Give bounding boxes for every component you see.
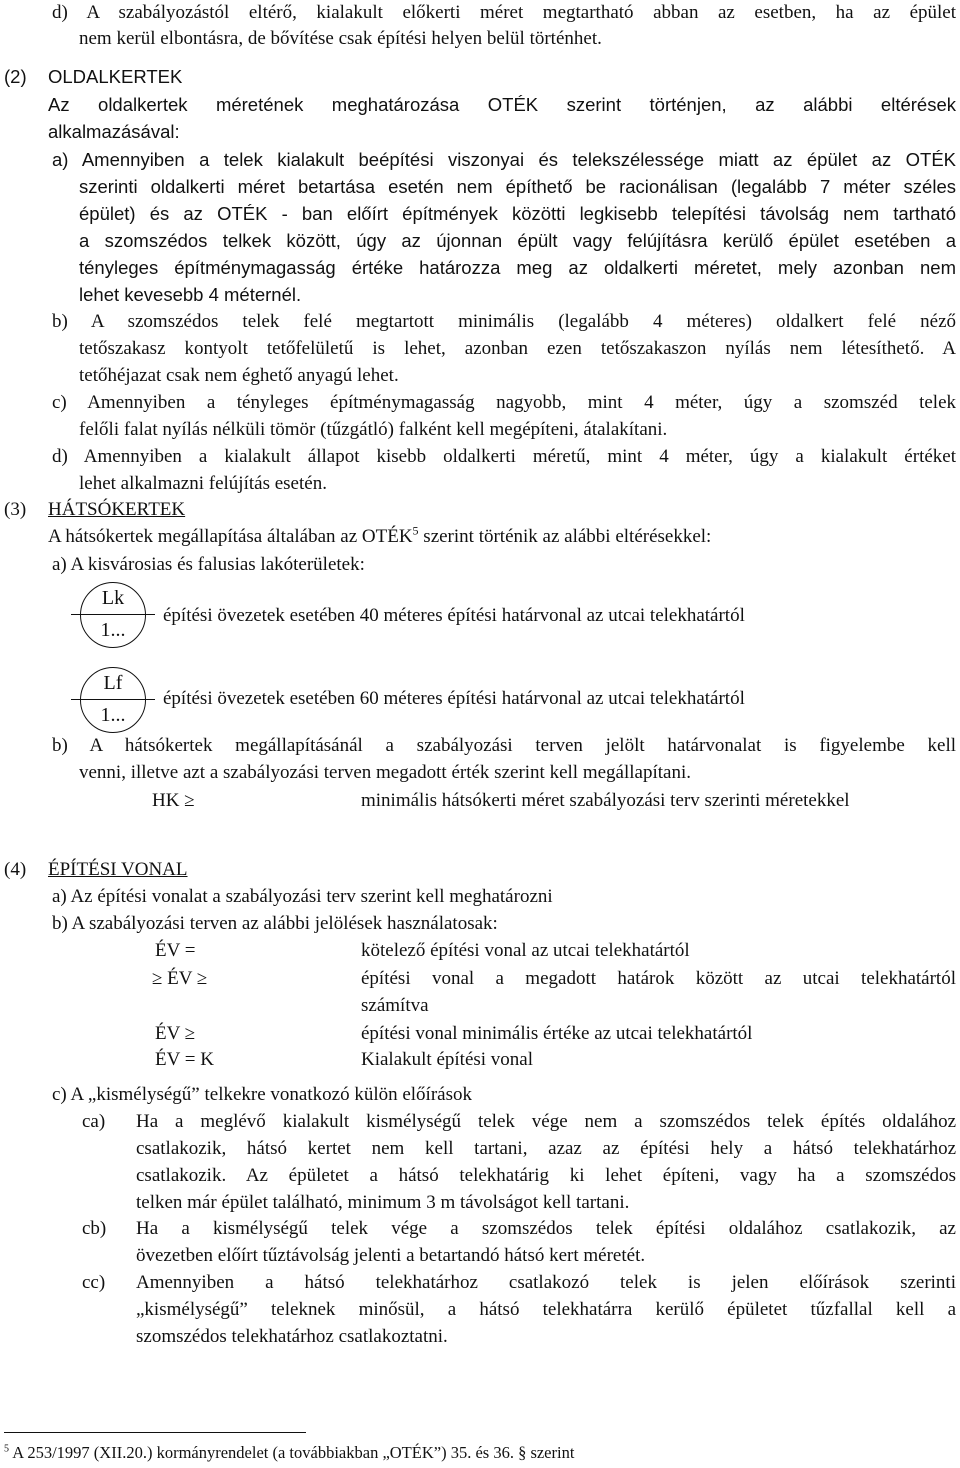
zone-lf-text: építési övezetek esetében 60 méteres építési határvonal az utcai telekhatártól: [163, 688, 745, 709]
legend-symbol: ÉV ≥: [155, 1023, 196, 1044]
s2-a-line: a szomszédos telkek között, úgy az újonnan épült vagy felújításra kerülő épület esetében a: [79, 230, 956, 251]
s2-c-line: felőli falat nyílás nélküli tömör (tűzgátló) falként kell megépíteni, átalakítani.: [79, 419, 668, 440]
legend-text: építési vonal minimális értéke az utcai telekhatártól: [361, 1023, 753, 1044]
s2-d-line: d) Amennyiben a kialakult állapot kisebb oldalkerti méretű, mint 4 méter, úgy a kialakult értéket: [52, 446, 956, 467]
s2-paragraph-line2: alkalmazásával:: [48, 121, 180, 142]
ca-line: csatlakozik. Az épületet a hátsó telekhatárig ki lehet építeni, vagy ha a szomszédos: [136, 1165, 956, 1186]
footnote-text: A 253/1997 (XII.20.) kormányrendelet (a továbbiakban „OTÉK”) 35. és 36. § szerint: [9, 1443, 575, 1462]
s2-b-line: tetőszakasz kontyolt tetőfelületű is lehet, azonban ezen tetőszakaszon nyílás nem létesíthető. A: [79, 338, 956, 359]
s4-heading: ÉPÍTÉSI VONAL: [48, 859, 188, 880]
ca-line: csatlakozik, hátsó kertet nem kell tartani, azaz az építési hely a hátsó telekhatárhoz: [136, 1138, 956, 1159]
s2-b-line: b) A szomszédos telek felé megtartott minimális (legalább 4 méteres) oldalkert felé néző: [52, 311, 956, 332]
legend-symbol: ÉV = K: [155, 1049, 214, 1070]
cc-label: cc): [82, 1272, 106, 1293]
cb-line: övezetben előírt tűztávolság jelenti a betartandó hátsó kert méretét.: [136, 1245, 646, 1266]
hk-description: minimális hátsókerti méret szabályozási terv szerinti méretekkel: [361, 790, 850, 811]
s2-a-line: szerinti oldalkerti méret betartása esetén nem építhető be racionálisan (legalább 7 méter széles: [79, 176, 956, 197]
zone-lk-symbol: [80, 582, 146, 648]
zone-lk-code: Lk: [101, 587, 125, 609]
ca-label: ca): [82, 1111, 106, 1132]
zone-lk-number: 1...: [100, 619, 126, 641]
s3-number: (3): [4, 499, 27, 520]
s2-a-line: lehet kevesebb 4 méternél.: [79, 284, 302, 305]
s3-paragraph-text-end: szerint történik az alábbi eltérésekkel:: [418, 526, 712, 547]
legend-symbol: ≥ ÉV ≥: [152, 968, 208, 989]
ca-line: telken már épület található, minimum 3 m távolságot kell tartani.: [136, 1192, 630, 1213]
zone-lf-code: Lf: [103, 672, 123, 694]
ca-line: Ha a meglévő kialakult kismélységű telek vége nem a szomszédos telek építés oldalához: [136, 1111, 956, 1132]
footnote-number: 5: [4, 1443, 9, 1455]
s3-paragraph: [48, 524, 711, 551]
s2-a-line: épület) és az OTÉK - ban előírt építmények közötti legkisebb telepítési távolság nem tartható: [79, 203, 956, 224]
footnote-ref: 5: [412, 523, 419, 538]
intro-d-line1: d) A szabályozástól eltérő, kialakult előkerti méret megtartható abban az esetben, ha az épület: [52, 2, 956, 23]
zone-lf-number: 1...: [100, 704, 126, 726]
cc-line: „kismélységű” teleknek minősül, a hátsó telekhatárra kerülő épületet tűzfallal kell a: [136, 1299, 956, 1320]
zone-lf-symbol: [80, 667, 146, 733]
cc-line: szomszédos telekhatárhoz csatlakoztatni.: [136, 1326, 448, 1347]
s4-number: (4): [4, 859, 27, 880]
cc-line: Amennyiben a hátsó telekhatárhoz csatlakozó telek is jelen előírások szerinti: [136, 1272, 956, 1293]
s2-d-line: lehet alkalmazni felújítás esetén.: [79, 473, 327, 494]
zone-lf-divider: [71, 699, 155, 700]
zone-lk-divider: [71, 614, 155, 615]
s2-number: (2): [4, 66, 27, 87]
s3-b-line: b) A hátsókertek megállapításánál a szabályozási terven jelölt határvonalat is figyelembe kell: [52, 735, 956, 756]
s2-paragraph-line1: Az oldalkertek méretének meghatározása OTÉK szerint történjen, az alábbi eltérések: [48, 94, 956, 115]
cb-line: Ha a kismélységű telek vége a szomszédos telek építési oldalához csatlakozik, az: [136, 1218, 956, 1239]
legend-text: építési vonal a megadott határok között az utcai telekhatártól: [361, 968, 956, 989]
footnote: [4, 1443, 574, 1463]
s2-heading: OLDALKERTEK: [48, 66, 183, 87]
legend-symbol: ÉV =: [155, 940, 196, 961]
s3-b-line: venni, illetve azt a szabályozási terven megadott érték szerint kell megállapítani.: [79, 762, 691, 783]
s4-b: b) A szabályozási terven az alábbi jelölések használatosak:: [52, 913, 498, 934]
cb-label: cb): [82, 1218, 107, 1239]
s3-heading: HÁTSÓKERTEK: [48, 499, 186, 520]
s4-c: c) A „kismélységű” telkekre vonatkozó külön előírások: [52, 1084, 472, 1105]
s3-paragraph-text: A hátsókertek megállapítása általában az OTÉK: [48, 526, 413, 547]
s2-c-line: c) Amennyiben a tényleges építménymagasság nagyobb, mint 4 méter, úgy a szomszéd telek: [52, 392, 956, 413]
legend-text: kötelező építési vonal az utcai telekhatártól: [361, 940, 690, 961]
hk-symbol: HK ≥: [152, 790, 195, 811]
s3-a: a) A kisvárosias és falusias lakóterületek:: [52, 554, 365, 575]
s2-a-line: tényleges építménymagasság értéke határozza meg az oldalkerti méretet, mely azonban nem: [79, 257, 956, 278]
legend-text: Kialakult építési vonal: [361, 1049, 534, 1070]
s2-b-line: tetőhéjazat csak nem éghető anyagú lehet.: [79, 365, 399, 386]
intro-d-line2: nem kerül elbontásra, de bővítése csak építési helyen belül történhet.: [79, 28, 602, 49]
s4-a: a) Az építési vonalat a szabályozási terv szerint kell meghatározni: [52, 886, 553, 907]
s2-a-line: a) Amennyiben a telek kialakult beépítési viszonyai és telekszélessége miatt az épület az OTÉK: [52, 149, 956, 170]
legend-text-continued: számítva: [361, 995, 429, 1016]
footnote-separator: [4, 1432, 306, 1433]
zone-lk-text: építési övezetek esetében 40 méteres építési határvonal az utcai telekhatártól: [163, 605, 745, 626]
